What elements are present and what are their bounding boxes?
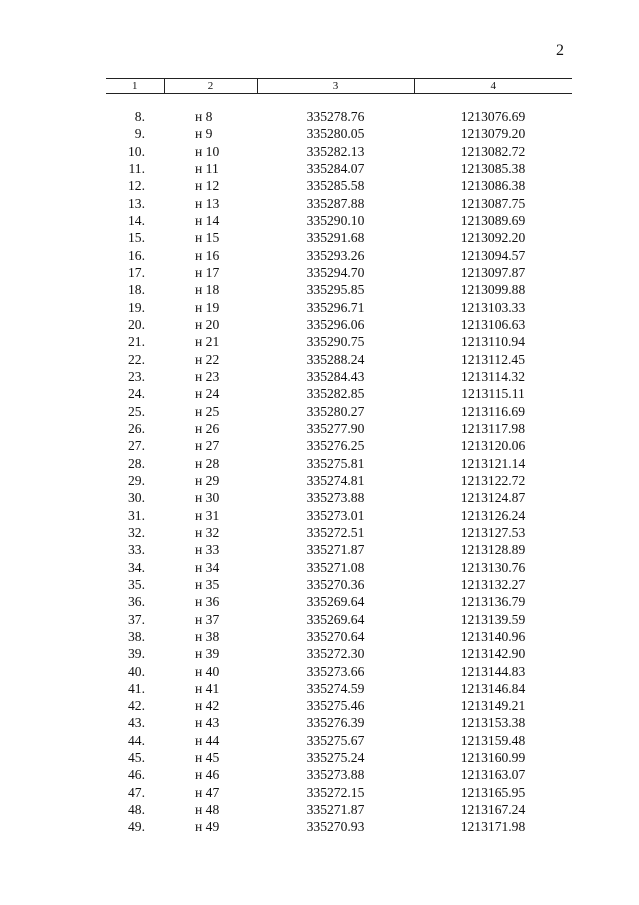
coord-y: 1213122.72	[460, 472, 526, 488]
coord-x: 335288.24	[306, 351, 365, 367]
point-name: н 11	[195, 160, 219, 176]
coord-x: 335273.66	[306, 663, 365, 679]
coord-x: 335291.68	[306, 230, 365, 246]
table-row	[106, 732, 572, 749]
coord-x: 335285.58	[306, 178, 365, 194]
point-name: н 47	[195, 784, 220, 800]
coord-y: 1213099.88	[460, 282, 526, 298]
coord-y: 1213089.69	[460, 212, 526, 228]
coord-y: 1213159.48	[460, 732, 526, 748]
coord-x: 335275.81	[306, 455, 365, 471]
table-row	[106, 299, 572, 316]
point-name: н 49	[195, 819, 220, 835]
row-number: 25.	[128, 403, 145, 419]
table-row	[106, 645, 572, 662]
point-name: н 20	[195, 316, 220, 332]
point-name: н 37	[195, 611, 220, 627]
table-row	[106, 524, 572, 541]
coord-y: 1213114.32	[460, 368, 526, 384]
coord-y: 1213130.76	[460, 559, 526, 575]
row-number: 21.	[128, 334, 145, 350]
row-number: 41.	[128, 680, 145, 696]
coord-y: 1213117.98	[460, 420, 526, 436]
coordinates-table	[106, 78, 572, 836]
coord-x: 335296.71	[306, 299, 365, 315]
point-name: н 40	[195, 663, 220, 679]
point-name: н 18	[195, 282, 220, 298]
coord-y: 1213106.63	[460, 316, 526, 332]
row-number: 22.	[128, 351, 145, 367]
point-name: н 15	[195, 230, 220, 246]
table-row	[106, 541, 572, 558]
coord-y: 1213087.75	[460, 195, 526, 211]
point-name: н 43	[195, 715, 220, 731]
coord-y: 1213124.87	[460, 490, 526, 506]
coord-y: 1213144.83	[460, 663, 526, 679]
row-number: 23.	[128, 368, 145, 384]
coord-y: 1213097.87	[460, 264, 526, 280]
coord-x: 335282.85	[306, 386, 365, 402]
coord-y: 1213126.24	[460, 507, 526, 523]
row-number: 32.	[128, 524, 145, 540]
coord-y: 1213160.99	[460, 750, 526, 766]
point-name: н 33	[195, 542, 220, 558]
coord-x: 335273.01	[306, 507, 365, 523]
page-number: 2	[556, 42, 564, 59]
coord-x: 335271.87	[306, 542, 365, 558]
row-number: 38.	[128, 628, 145, 644]
point-name: н 25	[195, 403, 220, 419]
coord-x: 335272.51	[306, 524, 365, 540]
table-row	[106, 628, 572, 645]
row-number: 19.	[128, 299, 145, 315]
coord-y: 1213086.38	[460, 178, 526, 194]
table-row	[106, 663, 572, 680]
coord-y: 1213121.14	[460, 455, 526, 471]
table-row	[106, 229, 572, 246]
row-number: 26.	[128, 420, 145, 436]
coord-x: 335290.75	[306, 334, 365, 350]
coord-y: 1213171.98	[460, 819, 526, 835]
coord-x: 335282.13	[306, 143, 365, 159]
header-col-4: 4	[414, 79, 572, 94]
point-name: н 29	[195, 472, 220, 488]
table-row	[106, 559, 572, 576]
point-name: н 28	[195, 455, 220, 471]
row-number: 35.	[128, 576, 145, 592]
table-row	[106, 455, 572, 472]
table-row	[106, 784, 572, 801]
row-number: 45.	[128, 750, 145, 766]
table-row	[106, 472, 572, 489]
coord-x: 335278.76	[306, 109, 365, 124]
row-number: 14.	[128, 212, 145, 228]
point-name: н 19	[195, 299, 220, 315]
coord-y: 1213165.95	[460, 784, 526, 800]
coord-x: 335272.15	[306, 784, 365, 800]
point-name: н 39	[195, 646, 220, 662]
coord-x: 335270.93	[306, 819, 365, 835]
coord-y: 1213153.38	[460, 715, 526, 731]
table-row	[106, 437, 572, 454]
row-number: 46.	[128, 767, 145, 783]
coord-x: 335284.07	[306, 160, 365, 176]
row-number: 42.	[128, 698, 145, 714]
coord-y: 1213110.94	[460, 334, 526, 350]
table-row	[106, 766, 572, 783]
coord-x: 335271.87	[306, 802, 365, 818]
row-number: 27.	[128, 438, 145, 454]
point-name: н 36	[195, 594, 220, 610]
row-number: 39.	[128, 646, 145, 662]
header-col-1: 1	[106, 79, 164, 94]
table-row	[106, 489, 572, 506]
coord-x: 335280.27	[306, 403, 365, 419]
table-row	[106, 333, 572, 350]
row-number: 37.	[128, 611, 145, 627]
table-row	[106, 368, 572, 385]
coord-y: 1213082.72	[460, 143, 526, 159]
coord-y: 1213132.27	[460, 576, 526, 592]
coord-x: 335294.70	[306, 264, 365, 280]
table-row	[106, 611, 572, 628]
row-number: 47.	[128, 784, 145, 800]
point-name: н 46	[195, 767, 220, 783]
point-name: н 48	[195, 802, 220, 818]
coord-x: 335276.39	[306, 715, 365, 731]
row-number: 12.	[128, 178, 145, 194]
coord-x: 335271.08	[306, 559, 365, 575]
table-row	[106, 212, 572, 229]
table-row	[106, 108, 572, 125]
row-number: 31.	[128, 507, 145, 523]
table-row	[106, 680, 572, 697]
point-name: н 14	[195, 212, 220, 228]
coord-y: 1213149.21	[460, 698, 526, 714]
table-row	[106, 576, 572, 593]
table-row	[106, 351, 572, 368]
coord-y: 1213127.53	[460, 524, 526, 540]
coord-x: 335269.64	[306, 611, 365, 627]
table-row	[106, 714, 572, 731]
point-name: н 44	[195, 732, 220, 748]
point-name: н 16	[195, 247, 220, 263]
point-name: н 10	[195, 143, 220, 159]
row-number: 49.	[128, 819, 145, 835]
table-row	[106, 697, 572, 714]
coord-x: 335295.85	[306, 282, 365, 298]
table-row	[106, 507, 572, 524]
header-col-2: 2	[164, 79, 257, 94]
coord-y: 1213146.84	[460, 680, 526, 696]
table-row	[106, 177, 572, 194]
row-number: 36.	[128, 594, 145, 610]
coord-x: 335275.24	[306, 750, 365, 766]
row-number: 16.	[128, 247, 145, 263]
coord-x: 335270.64	[306, 628, 365, 644]
coord-y: 1213085.38	[460, 160, 526, 176]
coord-y: 1213136.79	[460, 594, 526, 610]
table-row	[106, 749, 572, 766]
point-name: н 32	[195, 524, 220, 540]
row-number: 20.	[128, 316, 145, 332]
row-number: 43.	[128, 715, 145, 731]
header-row	[106, 79, 572, 94]
table-row	[106, 801, 572, 818]
table-body	[106, 94, 572, 836]
point-name: н 34	[195, 559, 220, 575]
row-number: 48.	[128, 802, 145, 818]
coord-x: 335274.81	[306, 472, 365, 488]
coord-y: 1213163.07	[460, 767, 526, 783]
table-row	[106, 143, 572, 160]
coord-y: 1213128.89	[460, 542, 526, 558]
coord-x: 335277.90	[306, 420, 365, 436]
table-row	[106, 818, 572, 835]
coord-y: 1213139.59	[460, 611, 526, 627]
table-row	[106, 160, 572, 177]
table-row	[106, 385, 572, 402]
table-row	[106, 247, 572, 264]
coord-y: 1213116.69	[460, 403, 526, 419]
coord-y: 1213076.69	[460, 109, 526, 124]
coord-x: 335270.36	[306, 576, 365, 592]
row-number: 15.	[128, 230, 145, 246]
coord-x: 335272.30	[306, 646, 365, 662]
point-name: н 42	[195, 698, 220, 714]
point-name: н 45	[195, 750, 220, 766]
table-row	[106, 281, 572, 298]
coord-x: 335275.46	[306, 698, 365, 714]
point-name: н 26	[195, 420, 220, 436]
row-number: 29.	[128, 472, 145, 488]
point-name: н 38	[195, 628, 220, 644]
coord-x: 335287.88	[306, 195, 365, 211]
point-name: н 21	[195, 334, 220, 350]
coord-x: 335296.06	[306, 316, 365, 332]
point-name: н 8	[195, 109, 213, 124]
coord-y: 1213092.20	[460, 230, 526, 246]
coord-y: 1213167.24	[460, 802, 526, 818]
point-name: н 24	[195, 386, 220, 402]
coord-y: 1213120.06	[460, 438, 526, 454]
coord-y: 1213115.11	[461, 386, 525, 402]
table-row	[106, 125, 572, 142]
point-name: н 31	[195, 507, 220, 523]
coord-x: 335284.43	[306, 368, 365, 384]
coord-x: 335275.67	[306, 732, 365, 748]
point-name: н 12	[195, 178, 220, 194]
point-name: н 30	[195, 490, 220, 506]
coord-x: 335273.88	[306, 767, 365, 783]
coord-x: 335273.88	[306, 490, 365, 506]
point-name: н 23	[195, 368, 220, 384]
point-name: н 35	[195, 576, 220, 592]
table-header	[106, 79, 572, 94]
row-number: 44.	[128, 732, 145, 748]
coord-x: 335274.59	[306, 680, 365, 696]
row-number: 34.	[128, 559, 145, 575]
table-row	[106, 593, 572, 610]
coord-y: 1213103.33	[460, 299, 526, 315]
coord-x: 335293.26	[306, 247, 365, 263]
row-number: 17.	[128, 264, 145, 280]
point-name: н 9	[195, 126, 213, 142]
point-name: н 13	[195, 195, 220, 211]
coord-y: 1213079.20	[460, 126, 526, 142]
row-number: 28.	[128, 455, 145, 471]
row-number: 8.	[134, 109, 145, 124]
coord-y: 1213112.45	[460, 351, 526, 367]
row-number: 40.	[128, 663, 145, 679]
table-row	[106, 403, 572, 420]
row-number: 30.	[128, 490, 145, 506]
row-number: 10.	[128, 143, 145, 159]
table-row	[106, 195, 572, 212]
coord-x: 335280.05	[306, 126, 365, 142]
coord-x: 335269.64	[306, 594, 365, 610]
coord-y: 1213094.57	[460, 247, 526, 263]
header-col-3: 3	[257, 79, 414, 94]
row-number: 11.	[128, 160, 145, 176]
table-row	[106, 316, 572, 333]
point-name: н 17	[195, 264, 220, 280]
coord-x: 335290.10	[306, 212, 365, 228]
coord-y: 1213142.90	[460, 646, 526, 662]
table-row	[106, 420, 572, 437]
row-number: 9.	[134, 126, 145, 142]
point-name: н 22	[195, 351, 220, 367]
coord-x: 335276.25	[306, 438, 365, 454]
point-name: н 27	[195, 438, 220, 454]
coord-y: 1213140.96	[460, 628, 526, 644]
row-number: 24.	[128, 386, 145, 402]
header-spacer	[106, 94, 572, 109]
row-number: 13.	[128, 195, 145, 211]
point-name: н 41	[195, 680, 220, 696]
row-number: 33.	[128, 542, 145, 558]
row-number: 18.	[128, 282, 145, 298]
table-row	[106, 264, 572, 281]
